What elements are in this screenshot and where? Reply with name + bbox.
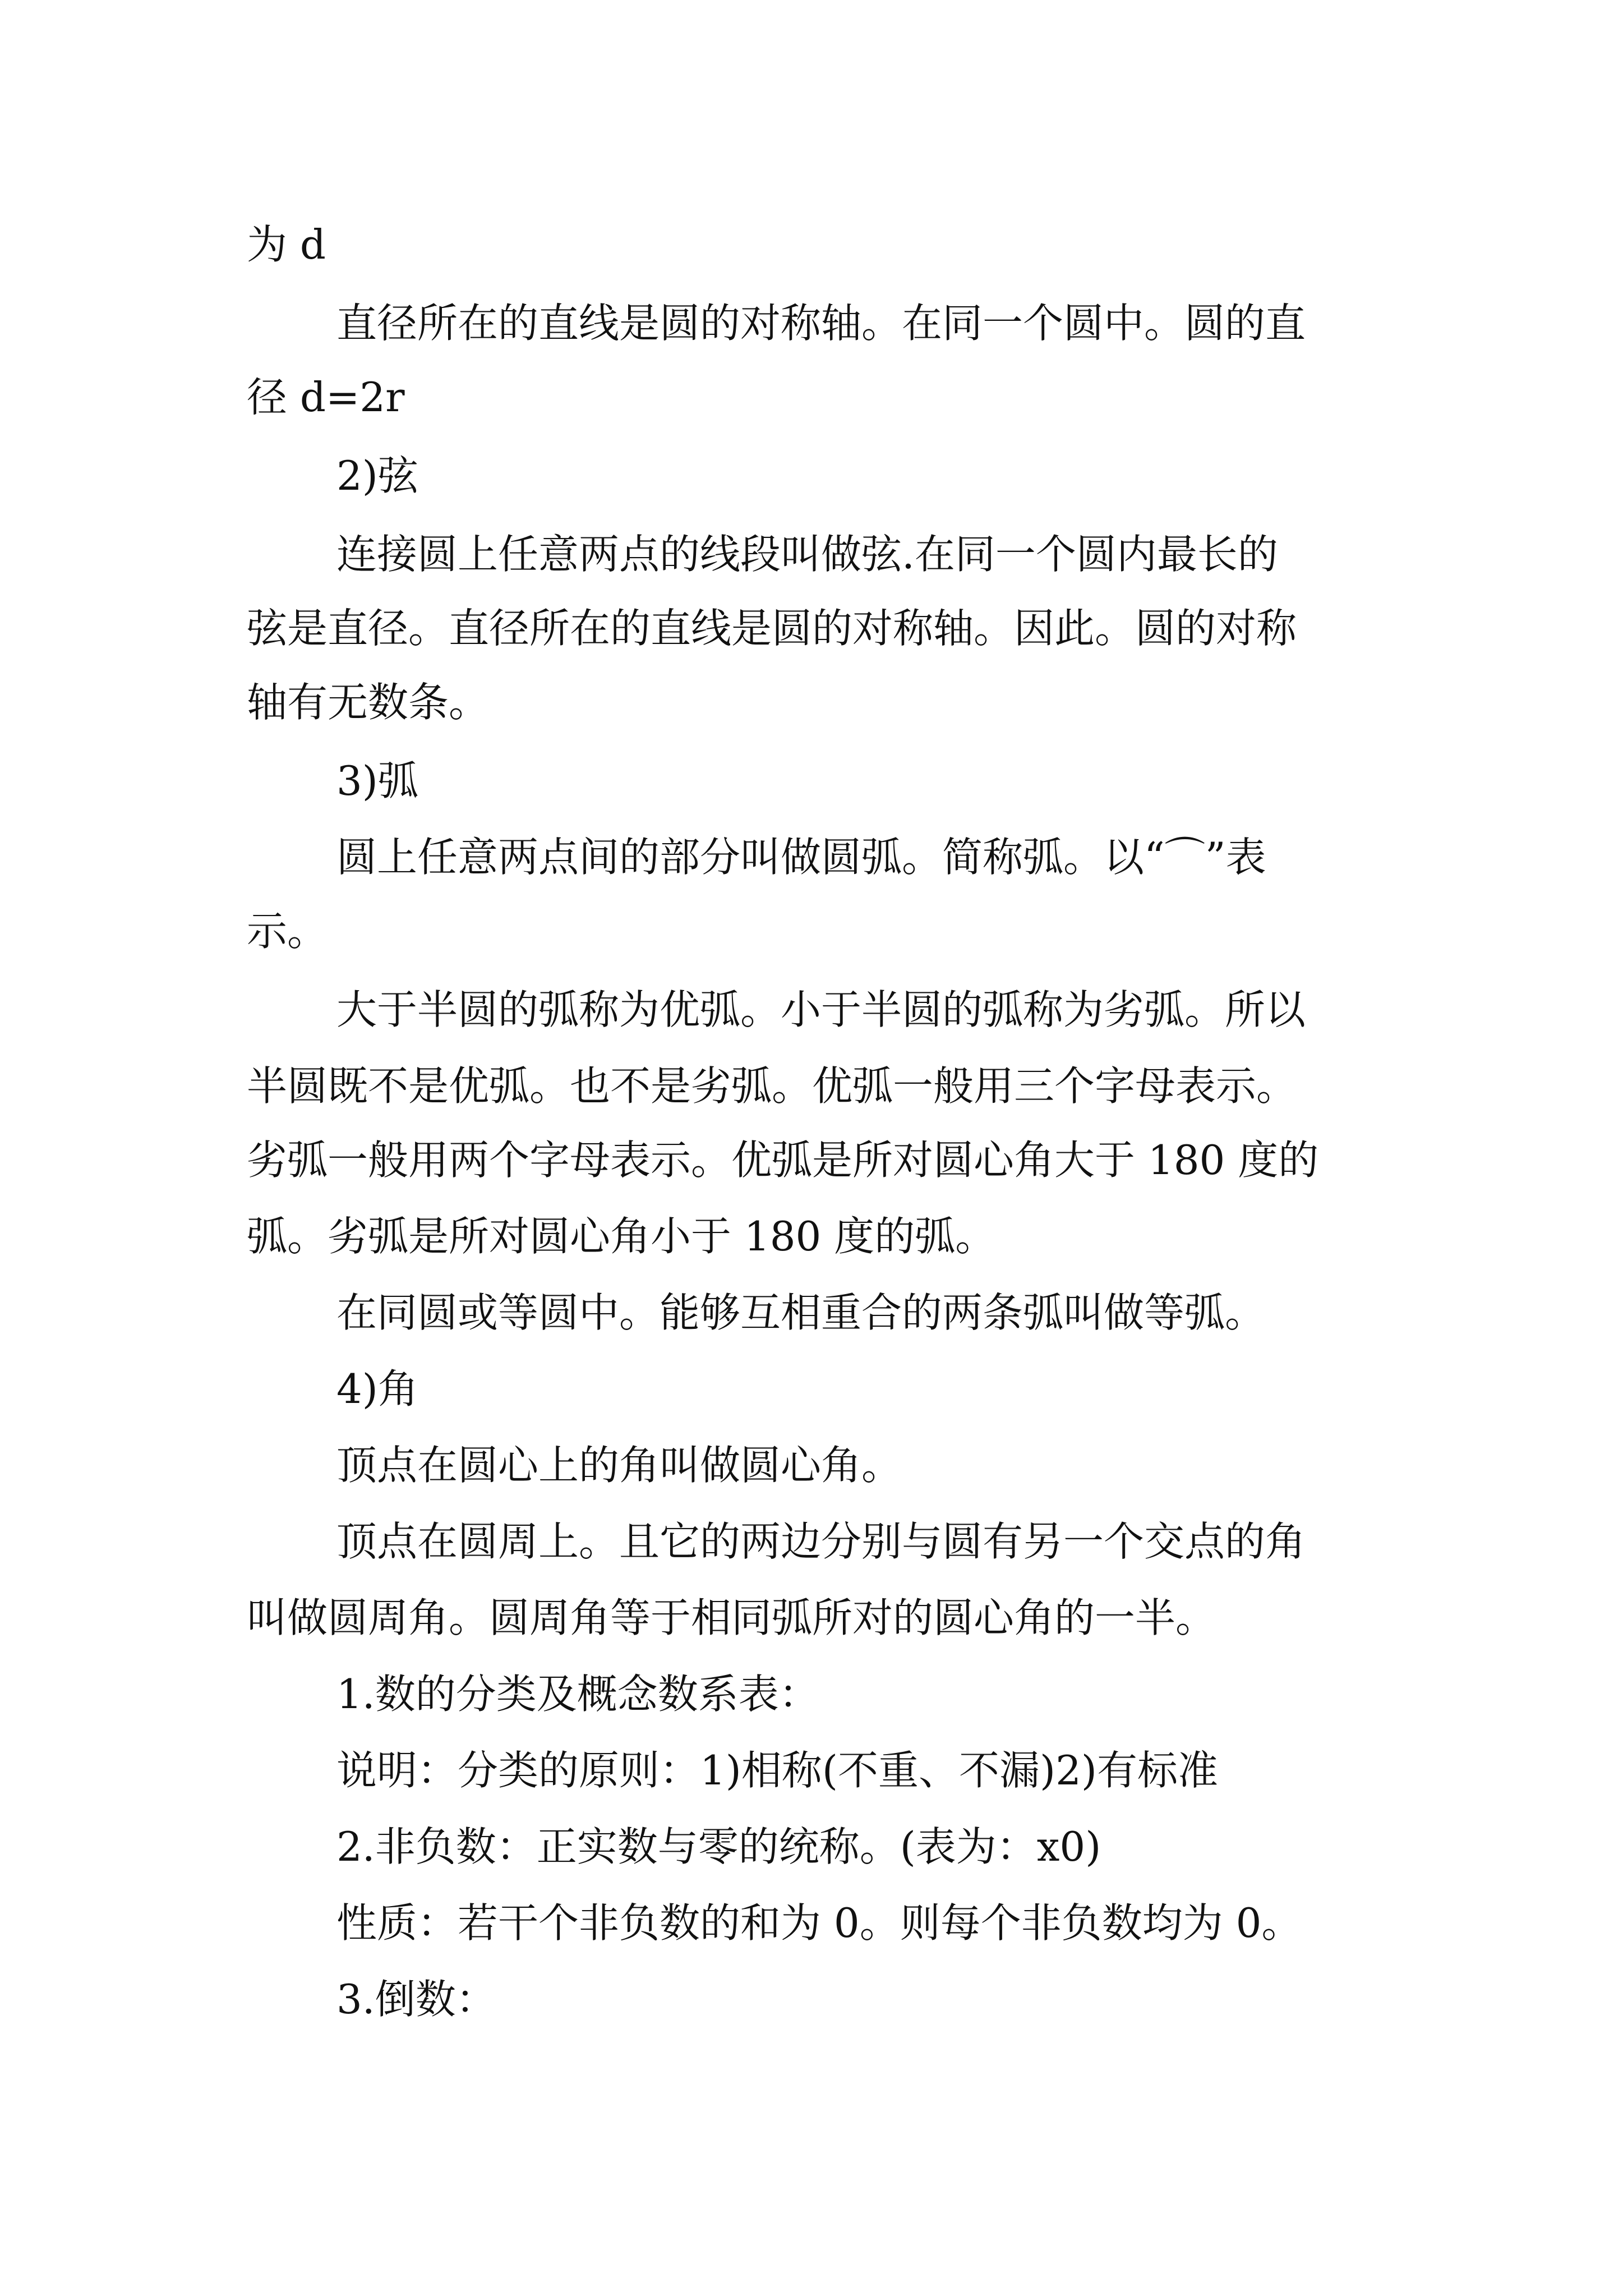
text-line: 弦是直径。直径所在的直线是圆的对称轴。因此。圆的对称 — [247, 605, 1297, 652]
text-line: 轴有无数条。 — [247, 679, 490, 726]
text-line: 说明：分类的原则：1)相称(不重、不漏)2)有标准 — [336, 1747, 1218, 1794]
text-line: 顶点在圆周上。且它的两边分别与圆有另一个交点的角 — [336, 1518, 1306, 1565]
numbered-heading: 2.非负数：正实数与零的统称。(表为：x0) — [336, 1823, 1101, 1870]
text-line: 顶点在圆心上的角叫做圆心角。 — [336, 1442, 902, 1489]
text-line: 为 d — [247, 221, 326, 268]
text-line: 弧。劣弧是所对圆心角小于 180 度的弧。 — [247, 1213, 996, 1260]
text-line: 劣弧一般用两个字母表示。优弧是所对圆心角大于 180 度的 — [247, 1137, 1319, 1184]
subheading-chord: 2)弦 — [336, 452, 418, 499]
numbered-heading: 3.倒数： — [336, 1976, 496, 2023]
text-line: 示。 — [247, 908, 328, 955]
text-line: 在同圆或等圆中。能够互相重合的两条弧叫做等弧。 — [336, 1289, 1266, 1336]
text-line: 直径所在的直线是圆的对称轴。在同一个圆中。圆的直 — [336, 300, 1306, 347]
text-line: 连接圆上任意两点的线段叫做弦.在同一个圆内最长的 — [336, 531, 1278, 578]
text-line: 半圆既不是优弧。也不是劣弧。优弧一般用三个字母表示。 — [247, 1062, 1297, 1110]
numbered-heading: 1.数的分类及概念数系表： — [336, 1671, 819, 1718]
subheading-angle: 4)角 — [336, 1365, 418, 1412]
text-line: 叫做圆周角。圆周角等于相同弧所对的圆心角的一半。 — [247, 1594, 1216, 1641]
subheading-arc: 3)弧 — [336, 757, 418, 804]
text-line: 性质：若干个非负数的和为 0。则每个非负数均为 0。 — [336, 1899, 1302, 1947]
text-line: 圆上任意两点间的部分叫做圆弧。简称弧。以“⌒”表 — [336, 834, 1266, 881]
text-line: 大于半圆的弧称为优弧。小于半圆的弧称为劣弧。所以 — [336, 986, 1306, 1033]
text-line: 径 d=2r — [247, 374, 405, 421]
